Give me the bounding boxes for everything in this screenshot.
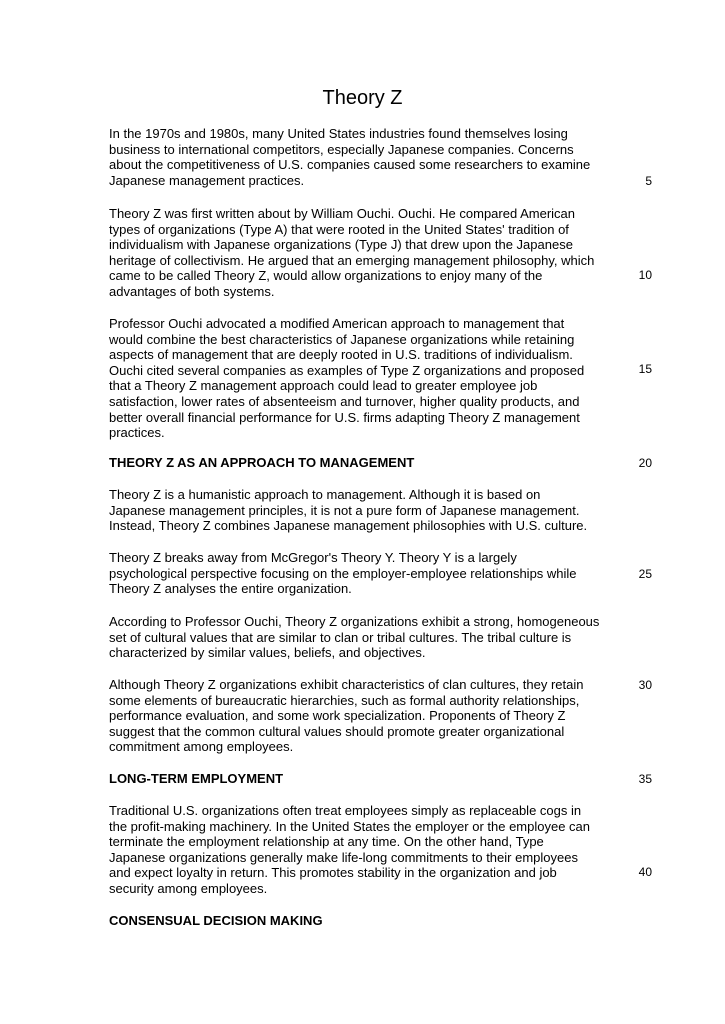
text-line: Theory Z breaks away from McGregor's Theory Y. Theory Y is a largely [109,550,517,565]
text-line: that a Theory Z management approach could lead to greater employee job [109,378,538,394]
section-heading [109,913,629,929]
text-line: Instead, Theory Z combines Japanese management philosophies with U.S. culture. [109,518,588,534]
text-line: Japanese management principles, it is not a pure form of Japanese management. [109,502,580,518]
text-line: suggest that the common cultural values should promote greater organizational [109,723,565,739]
line-number: 40 [638,865,652,879]
text-line: set of cultural values that are similar to clan or tribal cultures. The tribal culture is [109,629,572,645]
paragraph-long-term [109,803,629,897]
line-number: 5 [645,174,652,188]
text-line: would combine the best characteristics of Japanese organizations while retaining [109,331,575,347]
text-line: Traditional U.S. organizations often treat employees simply as replaceable cogs in [109,803,582,818]
text-line: and expect loyalty in return. This promotes stability in the organization and job [109,865,557,881]
line-number: 30 [638,678,652,692]
text-line: types of organizations (Type A) that were rooted in the United States' tradition of [109,221,569,237]
text-line: In the 1970s and 1980s, many United States industries found themselves losing [109,126,568,141]
text-line: individualism with Japanese organizations (Type J) that drew upon the Japanese [109,237,573,253]
line-number: 20 [638,456,652,470]
text-line: aspects of management that are deeply rooted in U.S. traditions of individualism. [109,347,573,363]
line-number: 10 [638,268,652,282]
text-line: Ouchi cited several companies as examples of Type Z organizations and proposed [109,362,585,378]
text-line: business to international competitors, especially Japanese companies. Concerns [109,141,574,157]
line-number: 25 [638,567,652,581]
text-line: heritage of collectivism. He argued that an emerging management philosophy, which [109,252,595,268]
paragraph-humanistic [109,487,629,534]
paragraph-intro [109,126,629,188]
text-line: came to be called Theory Z, would allow organizations to enjoy many of the [109,268,543,284]
text-line: some elements of bureaucratic hierarchies, such as formal authority relationships, [109,692,580,708]
text-line: practices. [109,425,165,441]
text-line: Theory Z is a humanistic approach to management. Although it is based on [109,487,541,502]
text-line: advantages of both systems. [109,283,275,299]
text-line: Japanese management practices. [109,172,305,188]
text-line: about the competitiveness of U.S. companies caused some researchers to examine [109,157,591,173]
text-line: According to Professor Ouchi, Theory Z organizations exhibit a strong, homogeneous [109,614,600,629]
heading-text: LONG-TERM EMPLOYMENT [109,771,284,786]
text-line: psychological perspective focusing on the employer-employee relationships while [109,565,577,581]
text-line: terminate the employment relationship at any time. On the other hand, Type [109,834,544,850]
paragraph-theory-y [109,550,629,597]
document-title: Theory Z [322,87,403,109]
text-line: satisfaction, lower rates of absenteeism and turnover, higher quality products, and [109,393,580,409]
paragraph-ouchi [109,206,629,300]
text-line: Although Theory Z organizations exhibit characteristics of clan cultures, they retain [109,677,584,692]
heading-text: CONSENSUAL DECISION MAKING [109,913,323,928]
text-line: Japanese organizations generally make life-long commitments to their employees [109,849,578,865]
text-line: security among employees. [109,880,268,896]
line-number: 15 [638,362,652,376]
heading-text: THEORY Z AS AN APPROACH TO MANAGEMENT [109,455,415,470]
paragraph-professor-ouchi [109,316,629,441]
text-line: the profit-making machinery. In the United States the employer or the employee can [109,818,591,834]
text-line: Theory Z was first written about by William Ouchi. Ouchi. He compared American [109,206,575,221]
text-line: performance evaluation, and some work specialization. Proponents of Theory Z [109,708,566,724]
text-line: characterized by similar values, beliefs, and objectives. [109,645,426,661]
section-heading [109,771,629,787]
section-heading [109,455,629,471]
text-line: commitment among employees. [109,739,294,755]
text-line: Theory Z analyses the entire organization. [109,581,352,597]
text-line: Professor Ouchi advocated a modified American approach to management that [109,316,565,331]
paragraph-clan-culture [109,614,629,661]
line-number: 35 [638,772,652,786]
text-line: better overall financial performance for U.S. firms adapting Theory Z management [109,409,580,425]
paragraph-bureaucratic [109,677,629,755]
